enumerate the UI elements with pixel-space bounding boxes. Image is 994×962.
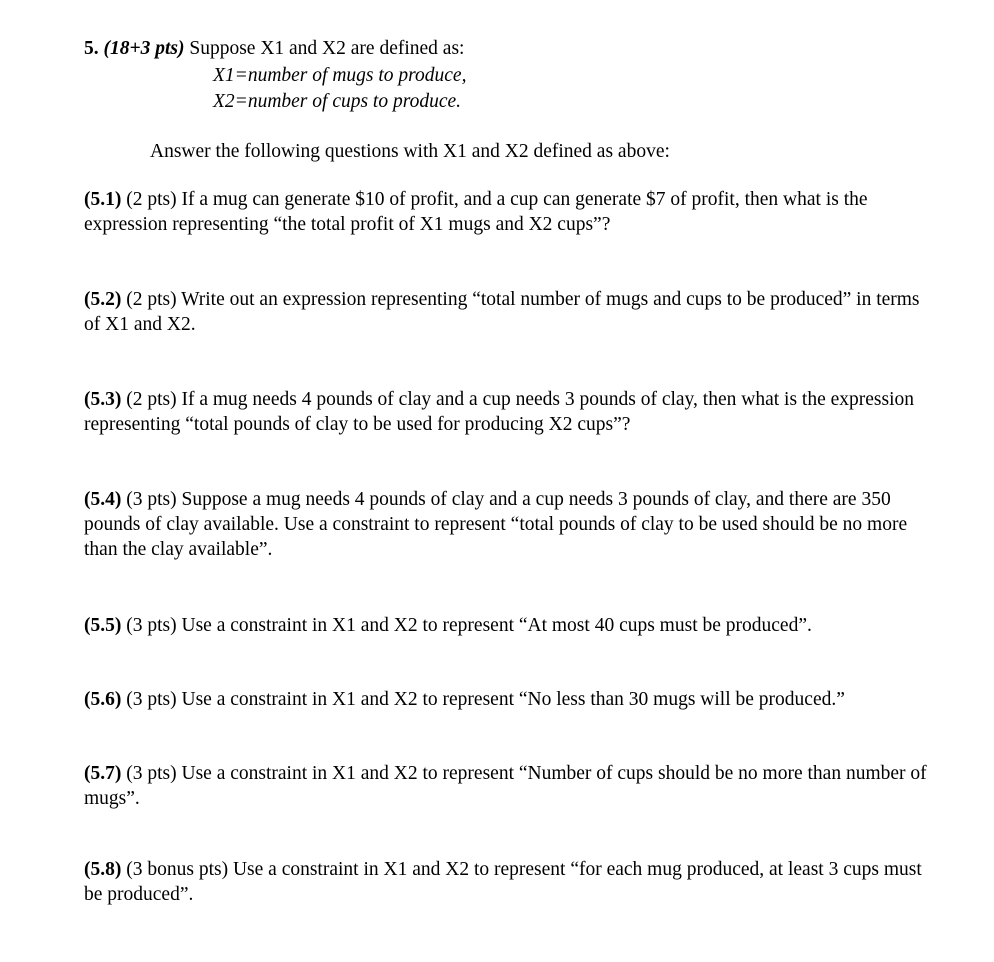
- question-text: (3 bonus pts) Use a constraint in X1 and X2 to represent “for each mug produced, at least 3 cups must be produced”.: [84, 859, 922, 905]
- question-5-2: [84, 287, 934, 337]
- question-text: (2 pts) Write out an expression representing “total number of mugs and cups to be produced” in terms of X1 and X2.: [84, 289, 920, 335]
- question-id: (5.8): [84, 859, 122, 880]
- problem-number: 5.: [84, 38, 99, 59]
- definition-x1: X1=number of mugs to produce,: [213, 65, 467, 86]
- question-5-5: [84, 613, 934, 638]
- problem-points: (18+3 pts): [103, 38, 185, 59]
- question-5-4: [84, 487, 934, 562]
- question-5-3: [84, 387, 934, 437]
- question-id: (5.6): [84, 689, 122, 710]
- question-id: (5.4): [84, 489, 122, 510]
- question-id: (5.5): [84, 615, 122, 636]
- question-5-1: [84, 187, 934, 237]
- question-text: (3 pts) Use a constraint in X1 and X2 to represent “At most 40 cups must be produced”.: [126, 615, 812, 636]
- question-id: (5.3): [84, 389, 122, 410]
- question-5-8: [84, 857, 934, 907]
- instruction-text: Answer the following questions with X1 and X2 defined as above:: [150, 141, 670, 162]
- problem-intro: Suppose X1 and X2 are defined as:: [189, 38, 465, 59]
- question-5-6: [84, 687, 934, 712]
- question-text: (3 pts) Use a constraint in X1 and X2 to represent “Number of cups should be no more than number of mugs”.: [84, 763, 927, 809]
- question-5-7: [84, 761, 934, 811]
- definition-x2: X2=number of cups to produce.: [213, 91, 462, 112]
- problem-header: [84, 36, 464, 61]
- question-text: (3 pts) Suppose a mug needs 4 pounds of clay and a cup needs 3 pounds of clay, and there are 350 pounds of clay available. Use a constraint to represent “total pounds of clay to be used should be no more than the clay available”.: [84, 489, 908, 560]
- question-id: (5.2): [84, 289, 122, 310]
- question-id: (5.1): [84, 189, 122, 210]
- question-id: (5.7): [84, 763, 122, 784]
- question-text: (2 pts) If a mug can generate $10 of profit, and a cup can generate $7 of profit, then what is the expression representing “the total profit of X1 mugs and X2 cups”?: [84, 189, 868, 235]
- question-text: (2 pts) If a mug needs 4 pounds of clay and a cup needs 3 pounds of clay, then what is the expression representing “total pounds of clay to be used for producing X2 cups”?: [84, 389, 915, 435]
- question-text: (3 pts) Use a constraint in X1 and X2 to represent “No less than 30 mugs will be produced.”: [126, 689, 845, 710]
